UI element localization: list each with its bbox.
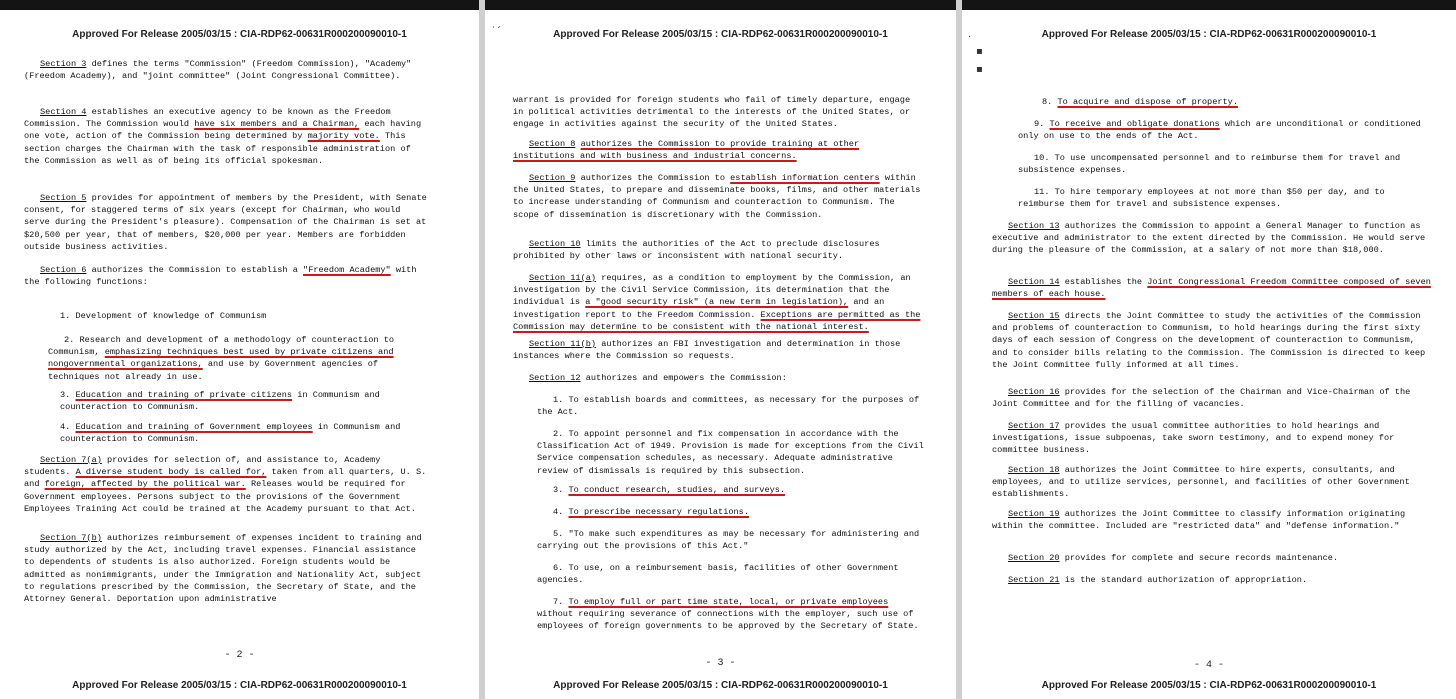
paragraph: Section 7(b) authorizes reimbursement of expenses incident to training and study authorized by the Act, including travel expenses. Financial assistance to dependents of students is also authorized. Foreign students would be admitted as nonimmigrants, under the Immigration and Nationality Act, subject to regulations prescribed by the Commission, the Secretary of State, and the Attorney General. Deportation upon administrative — [24, 533, 422, 605]
paragraph: warrant is provided for foreign students who fail of timely departure, engage in political activities detrimental to the interests of the United States, or engage in activities against the security of the United States. — [513, 95, 911, 130]
paragraph: Section 11(a) requires, as a condition to employment by the Commission, an investigation by the Civil Service Commission, its determination that the individual is a "good security risk" (a new term in legislation), and an investigation report to the Freedom Commission. Exceptions are permitted as the Commission may determine to be consistent with the national interest. — [513, 273, 921, 332]
paragraph: Section 6 authorizes the Commission to establish a "Freedom Academy" with the following functions: — [24, 265, 417, 288]
highlight: foreign, affected by the political war. — [44, 479, 246, 490]
highlight: authorizes the Commission to provide training at other institutions and with business and industrial concerns. — [513, 139, 860, 162]
highlight: establish information centers — [730, 173, 880, 183]
paragraph: Section 5 provides for appointment of members by the President, with Senate consent, for staggered terms of six years (except for Chairman, who would serve during the President's pleasure). Compensation of the Chairman is set at $20,500 per year, that of members, $20,000 per year. Members are forbidden outside business activities. — [24, 193, 427, 252]
paragraph: Section 14 establishes the Joint Congressional Freedom Committee composed of seven members of each house. — [992, 277, 1431, 300]
list-item: 9. To receive and obligate donations which are unconditional or conditioned only on use to the ends of the Act. — [1018, 119, 1421, 142]
list-item: 2. Research and development of a methodology of counteraction to Communism, emphasizing techniques best used by private citizens and nongovernmental organizations, and use by Government agencies of techniques not already in use. — [48, 335, 395, 382]
highlight: A diverse student body is called for, — [75, 467, 267, 478]
page-number: - 4 - — [1193, 660, 1224, 671]
page-number: - 2 - — [224, 650, 255, 661]
highlight: To conduct research, studies, and surveys. — [568, 485, 786, 495]
paragraph: Section 18 authorizes the Joint Committee to hire experts, consultants, and employees, and to utilize services, personnel, and facilities of other Government establishments. — [992, 465, 1410, 500]
highlight: Education and training of Government employees — [75, 422, 313, 432]
document-page-4 — [962, 0, 1456, 699]
highlight: To prescribe necessary regulations. — [568, 507, 749, 517]
release-footer: Approved For Release 2005/03/15 : CIA-RDP62-00631R000200090010-1 — [72, 680, 407, 691]
paragraph: Section 4 establishes an executive agency to be known as the Freedom Commission. The Commission would have six members and a Chairman, each having one vote, action of the Commission being determined by majority vote. This section charges the Chairman with the task of responsible administration of the Commission as well as of being its official spokesman. — [24, 107, 422, 166]
scan-mark: ˙ˊ — [491, 26, 501, 37]
paragraph: Section 8 authorizes the Commission to provide training at other institutions and with business and industrial concerns. — [513, 139, 860, 162]
paragraph: Section 3 defines the terms "Commission" (Freedom Commission), "Academy" (Freedom Academy), and "joint committee" (Joint Congressional Committee). — [24, 59, 412, 82]
scan-mark: ▪ — [976, 46, 983, 57]
paragraph: Section 7(a) provides for selection of, and assistance to, Academy students. A diverse student body is called for, taken from all quarters, U. S. and foreign, affected by the political war. Releases would be required for Government employees. Persons subject to the provisions of the Government Employees Training Act could be trained at the Academy pursuant to that Act. — [24, 455, 427, 514]
paragraph: Section 13 authorizes the Commission to appoint a General Manager to function as executive and administrator to the extent directed by the Commission. He would serve during the pleasure of the Commission, at a salary of not more than $18,000. — [992, 221, 1426, 256]
highlight: Joint Congressional Freedom Committee composed of seven members of each house. — [992, 277, 1431, 300]
scan-mark: · — [968, 32, 972, 43]
paragraph: Section 11(b) authorizes an FBI investigation and determination in those instances where the Commission so requests. — [513, 339, 901, 362]
release-header: Approved For Release 2005/03/15 : CIA-RDP62-00631R000200090010-1 — [553, 29, 888, 40]
list-item: 4. To prescribe necessary regulations. — [553, 507, 749, 517]
list-item: 1. To establish boards and committees, as necessary for the purposes of the Act. — [537, 395, 920, 418]
page-top-edge — [0, 0, 479, 10]
highlight: To employ full or part time state, local, or private employees — [568, 597, 889, 607]
release-header: Approved For Release 2005/03/15 : CIA-RDP62-00631R000200090010-1 — [72, 29, 407, 40]
list-item: 8. To acquire and dispose of property. — [1042, 97, 1238, 107]
highlight: a "good security risk" (a new term in legislation), — [585, 297, 849, 308]
paragraph: Section 12 authorizes and empowers the Commission: — [529, 373, 787, 383]
highlight: Exceptions are permitted as the Commission may determine to be consistent with the national interest. — [513, 309, 921, 332]
list-item: 6. To use, on a reimbursement basis, facilities of other Government agencies. — [537, 563, 899, 586]
page-top-edge — [485, 0, 956, 10]
highlight: "Freedom Academy" — [303, 265, 391, 275]
paragraph: Section 20 provides for complete and secure records maintenance. — [1008, 553, 1339, 563]
list-item: 10. To use uncompensated personnel and to reimburse them for travel and subsistence expenses. — [1018, 153, 1401, 176]
document-page-2 — [0, 0, 479, 699]
paragraph: Section 15 directs the Joint Committee to study the activities of the Commission and problems of counteraction to Communism, to hold hearings during the first sixty days of each session of Congress on the development of counteraction to Communism, and to consider bills relating to the Commission. The Commission is directed to keep the Joint Committee fully informed at all times. — [992, 311, 1426, 370]
paragraph: Section 21 is the standard authorization of appropriation. — [1008, 575, 1308, 585]
paragraph: Section 10 limits the authorities of the Act to preclude disclosures prohibited by other laws or inconsistent with national security. — [513, 239, 880, 262]
paragraph: Section 17 provides the usual committee authorities to hold hearings and investigations, issue subpoenas, take sworn testimony, and to expend money for committee business. — [992, 421, 1395, 456]
list-item: 3. To conduct research, studies, and surveys. — [553, 485, 786, 495]
list-item: 3. Education and training of private citizens in Communism and counteraction to Communism. — [60, 390, 380, 413]
list-item: 5. "To make such expenditures as may be necessary for administering and carrying out the provisions of this Act." — [537, 529, 920, 552]
list-item: 4. Education and training of Government employees in Communism and counteraction to Communism. — [60, 422, 401, 445]
page-number: - 3 - — [705, 658, 736, 669]
highlight: Education and training of private citizens — [75, 390, 293, 400]
paragraph: Section 16 provides for the selection of the Chairman and Vice-Chairman of the Joint Committee and for the filling of vacancies. — [992, 387, 1411, 410]
highlight: majority vote. — [307, 131, 380, 142]
highlight: emphasizing techniques best used by private citizens and nongovernmental organizations, — [48, 347, 394, 370]
list-item: 11. To hire temporary employees at not more than $50 per day, and to reimburse them for travel and subsistence expenses. — [1018, 187, 1385, 210]
release-header: Approved For Release 2005/03/15 : CIA-RDP62-00631R000200090010-1 — [1041, 29, 1377, 40]
release-footer: Approved For Release 2005/03/15 : CIA-RDP62-00631R000200090010-1 — [553, 680, 888, 691]
list-item: 1. Development of knowledge of Communism — [60, 311, 267, 321]
highlight: have six members and a Chairman, — [194, 119, 360, 130]
release-footer: Approved For Release 2005/03/15 : CIA-RDP62-00631R000200090010-1 — [1041, 680, 1377, 691]
document-page-3 — [485, 0, 956, 699]
paragraph: Section 19 authorizes the Joint Committee to classify information originating within the committee. Included are "restricted data" and "defense information." — [992, 509, 1406, 532]
paragraph: Section 9 authorizes the Commission to establish information centers within the United States, to prepare and disseminate books, films, and other materials to increase understanding of Communism and counteraction to Communism. The scope of dissemination is discretionary with the Commission. — [513, 173, 921, 220]
list-item: 2. To appoint personnel and fix compensation in accordance with the Classification Act of 1949. Provision is made for exceptions from the Civil Service compensation schedules, as necessary. Adequate administrative review of dismissals is required by this subsection. — [537, 429, 924, 476]
page-top-edge — [962, 0, 1456, 10]
highlight: To receive and obligate donations — [1049, 119, 1220, 129]
scan-mark: ▪ — [976, 64, 983, 75]
highlight: To acquire and dispose of property. — [1057, 97, 1238, 107]
list-item: 7. To employ full or part time state, local, or private employees without requiring severance of connections with the employer, such use of employees of foreign governments to be approved by the Secretary of State. — [537, 597, 919, 632]
